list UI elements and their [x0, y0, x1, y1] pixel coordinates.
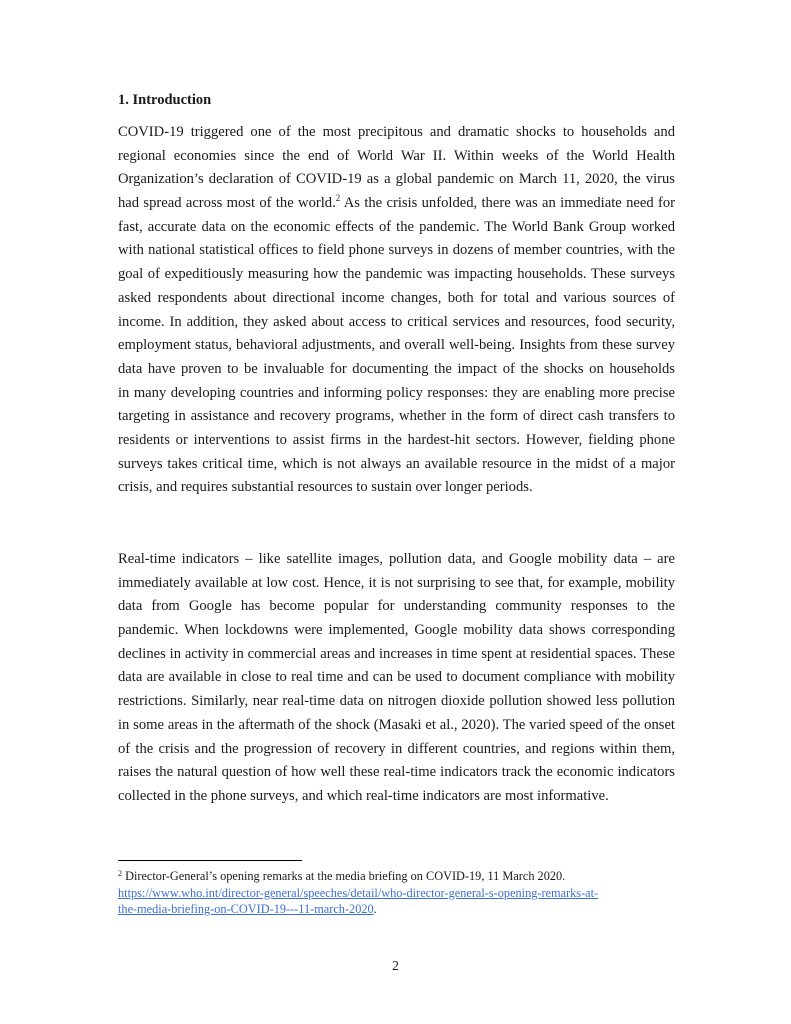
section-heading: 1. Introduction [118, 92, 212, 108]
text-line: COVID-19 triggered one of the most precipitous and dramatic shocks to households and [118, 124, 675, 140]
footnote-text-line [118, 869, 565, 883]
footnote-link-line-1[interactable]: https://www.who.int/director-general/speeches/detail/who-director-general-s-opening-remarks-at- [118, 885, 599, 900]
intro-paragraph-1 [118, 121, 675, 500]
text-line: data have proven to be invaluable for documenting the impact of the shocks on households [118, 360, 675, 377]
intro-paragraph-2 [118, 548, 675, 809]
text-line: goal of expeditiously measuring how the pandemic was impacting households. These surveys [118, 266, 675, 283]
text-line: in some areas in the aftermath of the shock (Masaki et al., 2020). The varied speed of the onset [118, 716, 675, 733]
footnote-text: Director-General’s opening remarks at the media briefing on COVID-19, 11 March 2020. [122, 869, 566, 883]
text-line: asked respondents about directional income changes, both for total and various sources of [118, 289, 675, 306]
text-line: targeting in assistance and recovery programs, whether in the form of direct cash transfers to [118, 408, 675, 425]
text-line: surveys takes critical time, which is not always an available resource in the midst of a major [118, 455, 675, 472]
text-line: crisis, and requires substantial resources to sustain over longer periods. [118, 479, 533, 496]
text-line: immediately available at low cost. Hence, it is not surprising to see that, for example, mobility [118, 574, 675, 591]
text-line: employment status, behavioral adjustments, and overall well-being. Insights from these survey [118, 337, 675, 354]
footnote-link-line-2[interactable]: the-media-briefing-on-COVID-19---11-march-2020 [118, 902, 374, 916]
footnote-reference[interactable]: 2 [335, 193, 341, 204]
text-line: data are available in close to real time and can be used to document compliance with mobility [118, 669, 675, 686]
text-line: income. In addition, they asked about access to critical services and resources, food security, [118, 313, 675, 330]
text-line: collected in the phone surveys, and which real-time indicators are most informative. [118, 787, 609, 804]
text-segment: had spread across most of the world. [118, 195, 336, 212]
footnote-separator [118, 860, 302, 861]
footnote [118, 868, 678, 918]
text-line: data from Google has become popular for understanding community responses to the [118, 598, 675, 615]
footnote-link-suffix: . [373, 902, 377, 916]
text-line: with national statistical offices to field phone surveys in dozens of member countries, with the [118, 242, 675, 259]
text-line: Organization’s declaration of COVID-19 as a global pandemic on March 11, 2020, the virus [118, 171, 675, 188]
page-number: 2 [392, 958, 399, 973]
text-line: residents or interventions to assist firms in the hardest-hit sectors. However, fielding phone [118, 431, 675, 448]
text-line: raises the natural question of how well these real-time indicators track the economic indicators [118, 764, 675, 781]
text-line: restrictions. Similarly, near real-time data on nitrogen dioxide pollution showed less pollution [118, 693, 675, 710]
text-line: in many developing countries and informing policy responses: they are enabling more precise [118, 384, 675, 401]
text-line: fast, accurate data on the economic effects of the pandemic. The World Bank Group worked [118, 218, 675, 235]
text-line: of the crisis and the progression of recovery in different countries, and regions within them, [118, 740, 675, 757]
footnote-link-line-2-wrap [118, 902, 377, 916]
text-line: pandemic. When lockdowns were implemented, Google mobility data shows corresponding [118, 622, 675, 639]
text-line: regional economies since the end of World War II. Within weeks of the World Health [118, 147, 675, 164]
text-segment: As the crisis unfolded, there was an immediate need for [340, 195, 675, 212]
text-line: declines in activity in commercial areas and increases in time spent at residential spaces. These [118, 645, 675, 662]
footnote-marker: 2 [118, 869, 122, 878]
text-line-with-footnote [118, 192, 675, 216]
text-line: Real-time indicators – like satellite images, pollution data, and Google mobility data – are [118, 551, 675, 567]
